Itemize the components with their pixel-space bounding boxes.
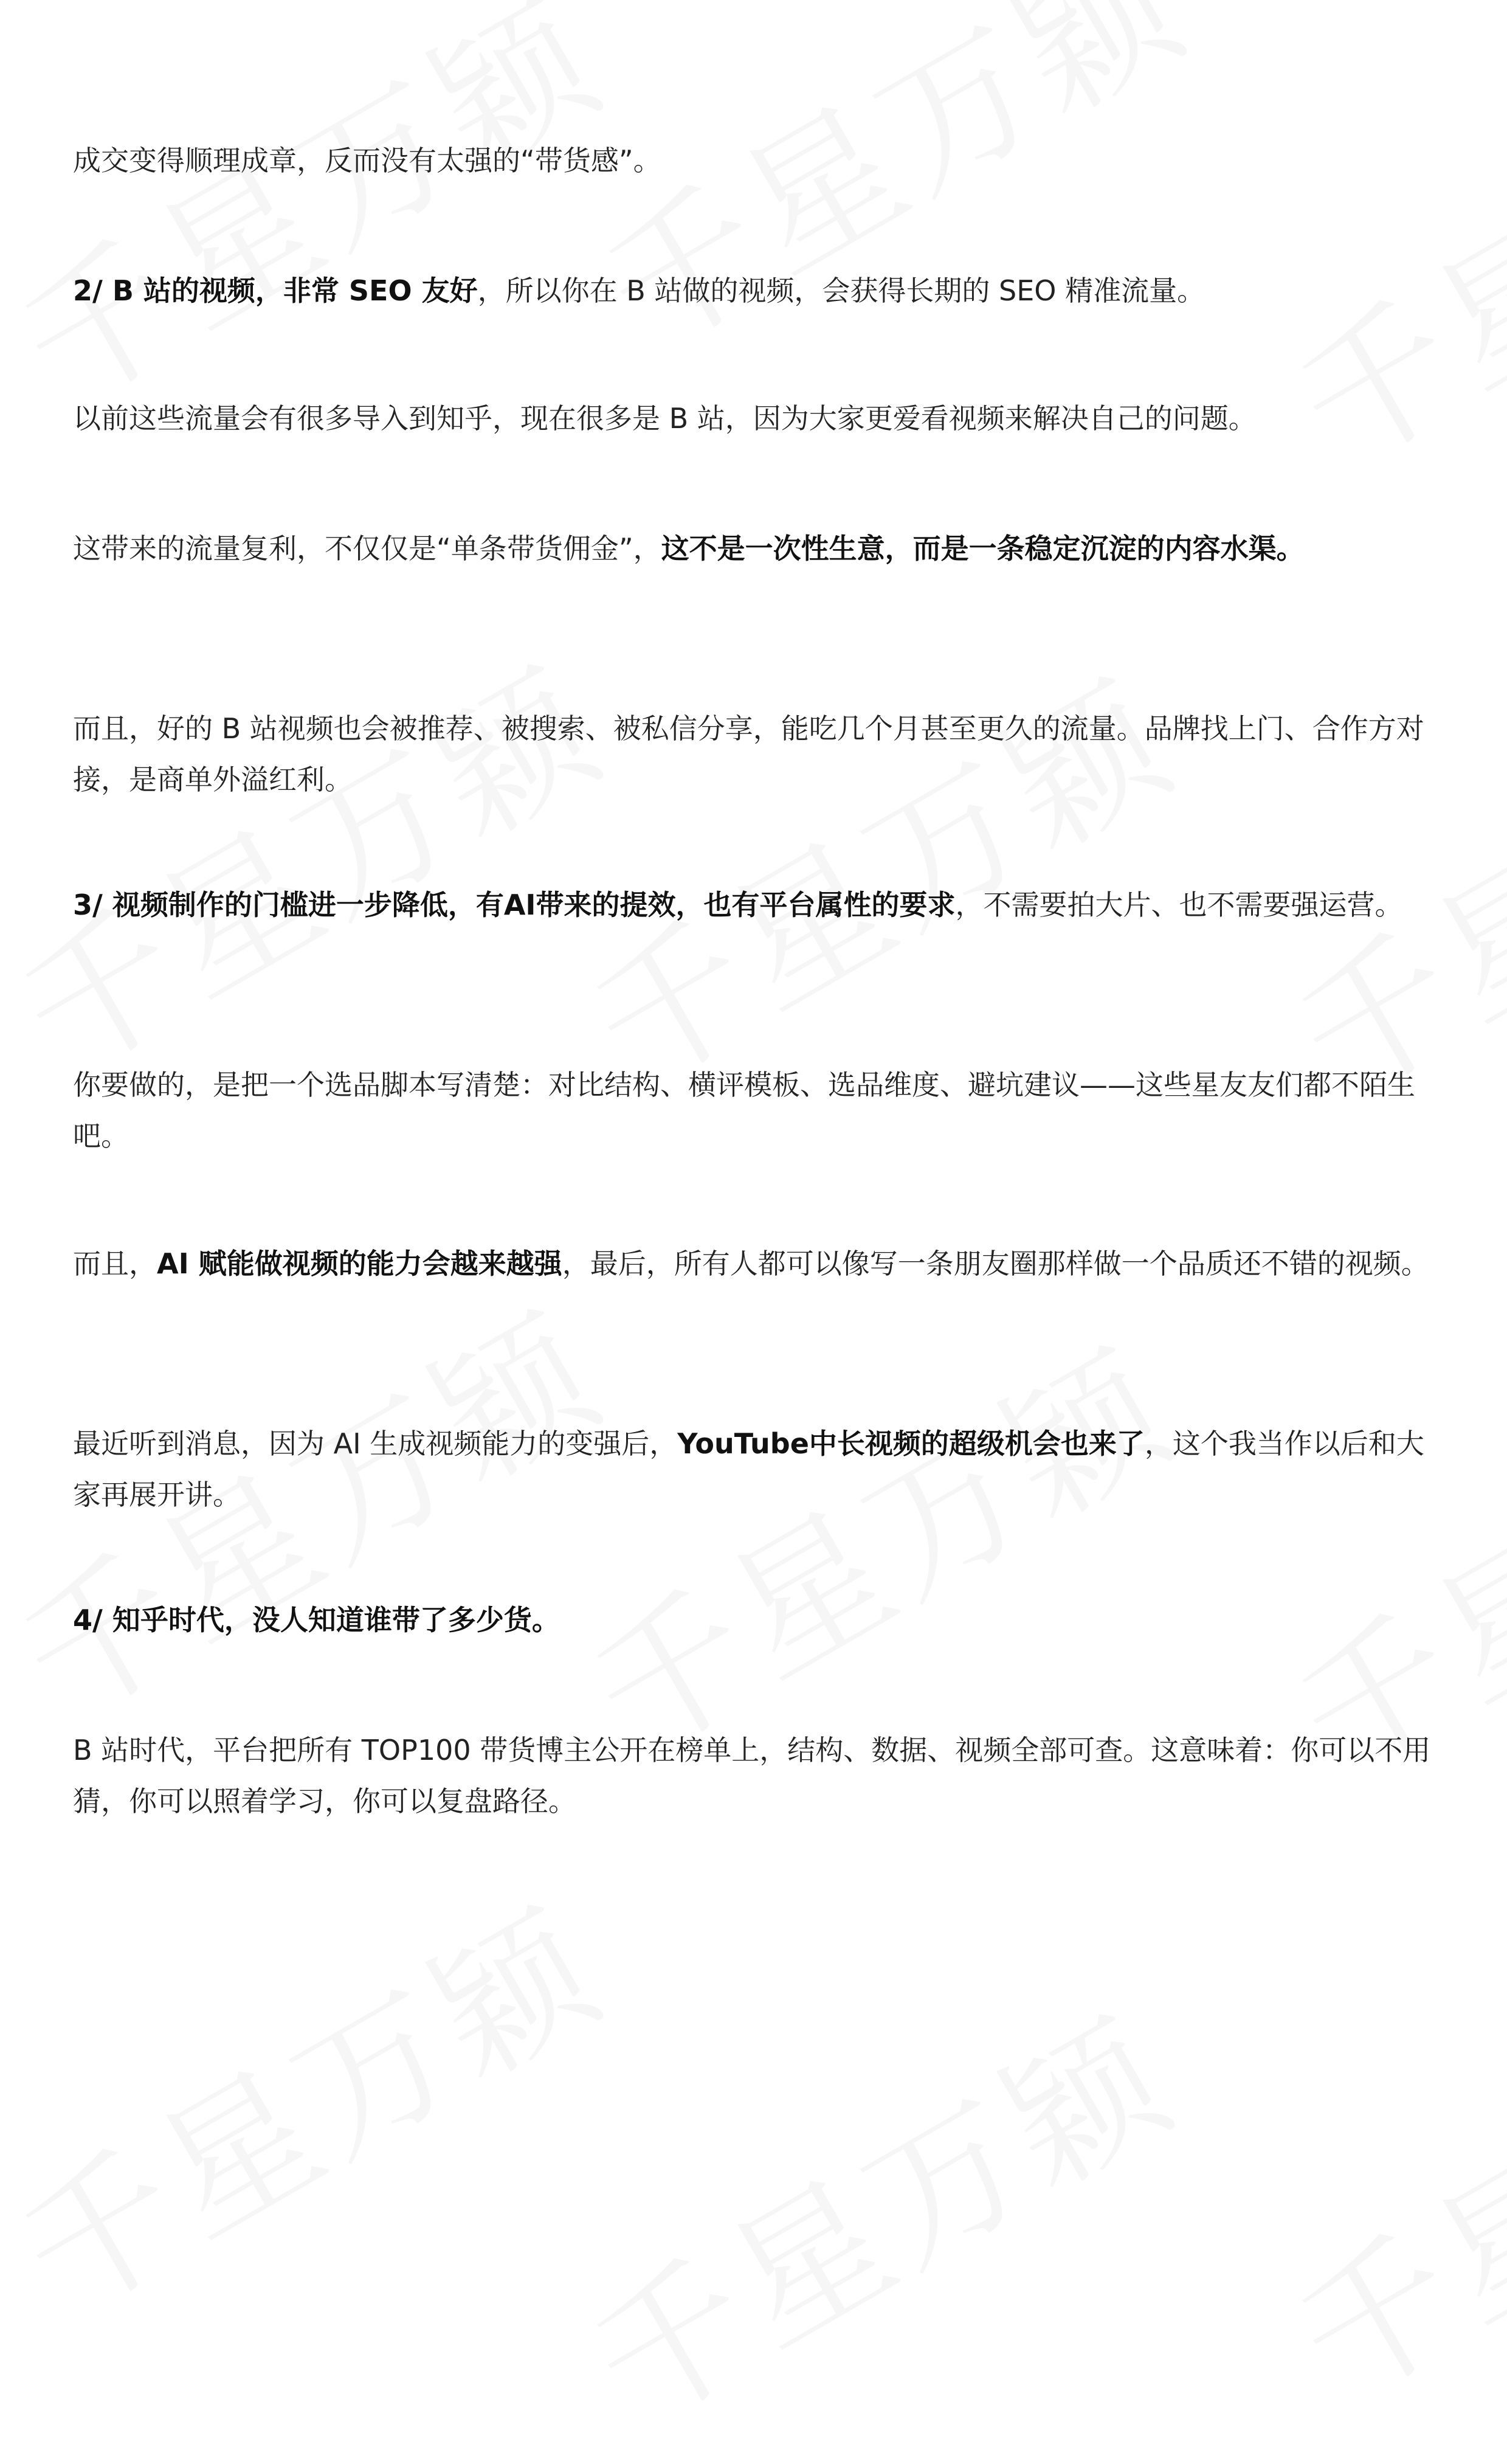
text-segment: 而且，好的 B 站视频也会被推荐、被搜索、被私信分享，能吃几个月甚至更久的流量。品牌找上门、合作方对接，是商单外溢红利。 bbox=[73, 712, 1424, 796]
text-segment: ，最后，所有人都可以像写一条朋友圈那样做一个品质还不错的视频。 bbox=[562, 1247, 1429, 1280]
bold-text-segment: 2/ B 站的视频，非常 SEO 友好 bbox=[73, 274, 478, 307]
watermark bbox=[547, 620, 1204, 1126]
text-segment: 以前这些流量会有很多导入到知乎，现在很多是 B 站，因为大家更爱看视频来解决自己的问题。 bbox=[73, 402, 1257, 435]
paragraph-7 bbox=[73, 1059, 1435, 1161]
watermark bbox=[559, 0, 1216, 390]
paragraph-4 bbox=[73, 523, 1435, 574]
text-segment: 成交变得顺理成章，反而没有太强的“带货感”。 bbox=[73, 144, 661, 177]
paragraph-2 bbox=[73, 265, 1435, 316]
text-segment: ，所以你在 B 站做的视频，会获得长期的 SEO 精准流量。 bbox=[477, 274, 1205, 307]
paragraph-8 bbox=[73, 1238, 1435, 1289]
watermark bbox=[1252, 1934, 1507, 2440]
paragraph-9 bbox=[73, 1418, 1435, 1520]
text-segment: 最近听到消息，因为 AI 生成视频能力的变强后， bbox=[73, 1427, 678, 1460]
paragraph-11 bbox=[73, 1725, 1435, 1827]
text-segment: 而且， bbox=[73, 1247, 157, 1280]
text-segment: 你要做的，是把一个选品脚本写清楚：对比结构、横评模板、选品维度、避坑建议——这些星友友们都不陌生吧。 bbox=[73, 1068, 1415, 1152]
bold-text-segment: 3/ 视频制作的门槛进一步降低，有AI带来的提效，也有平台属性的要求 bbox=[73, 888, 956, 921]
watermark bbox=[547, 1289, 1204, 1795]
watermark bbox=[547, 1958, 1204, 2464]
watermark bbox=[0, 1849, 633, 2355]
text-segment: ，这个我当作以后和大家再展开讲。 bbox=[73, 1427, 1424, 1511]
watermark bbox=[0, 0, 633, 445]
text-segment: 这带来的流量复利，不仅仅是“单条带货佣金”， bbox=[73, 532, 661, 565]
paragraph-6 bbox=[73, 879, 1435, 930]
bold-text-segment: 4/ 知乎时代，没人知道谁带了多少货。 bbox=[73, 1604, 560, 1636]
paragraph-5 bbox=[73, 703, 1435, 805]
paragraph-10 bbox=[73, 1594, 1435, 1646]
bold-text-segment: 这不是一次性生意，而是一条稳定沉淀的内容水渠。 bbox=[661, 532, 1305, 565]
bold-text-segment: YouTube中长视频的超级机会也来了 bbox=[677, 1427, 1145, 1460]
bold-text-segment: AI 赋能做视频的能力会越来越强 bbox=[157, 1247, 562, 1280]
paragraph-3 bbox=[73, 393, 1435, 444]
text-segment: ，不需要拍大片、也不需要强运营。 bbox=[955, 888, 1403, 921]
watermark bbox=[0, 608, 633, 1114]
paragraph-1 bbox=[73, 135, 1435, 186]
text-segment: B 站时代，平台把所有 TOP100 带货博主公开在榜单上，结构、数据、视频全部可查。这意味着：你可以不用猜，你可以照着学习，你可以复盘路径。 bbox=[73, 1734, 1431, 1818]
